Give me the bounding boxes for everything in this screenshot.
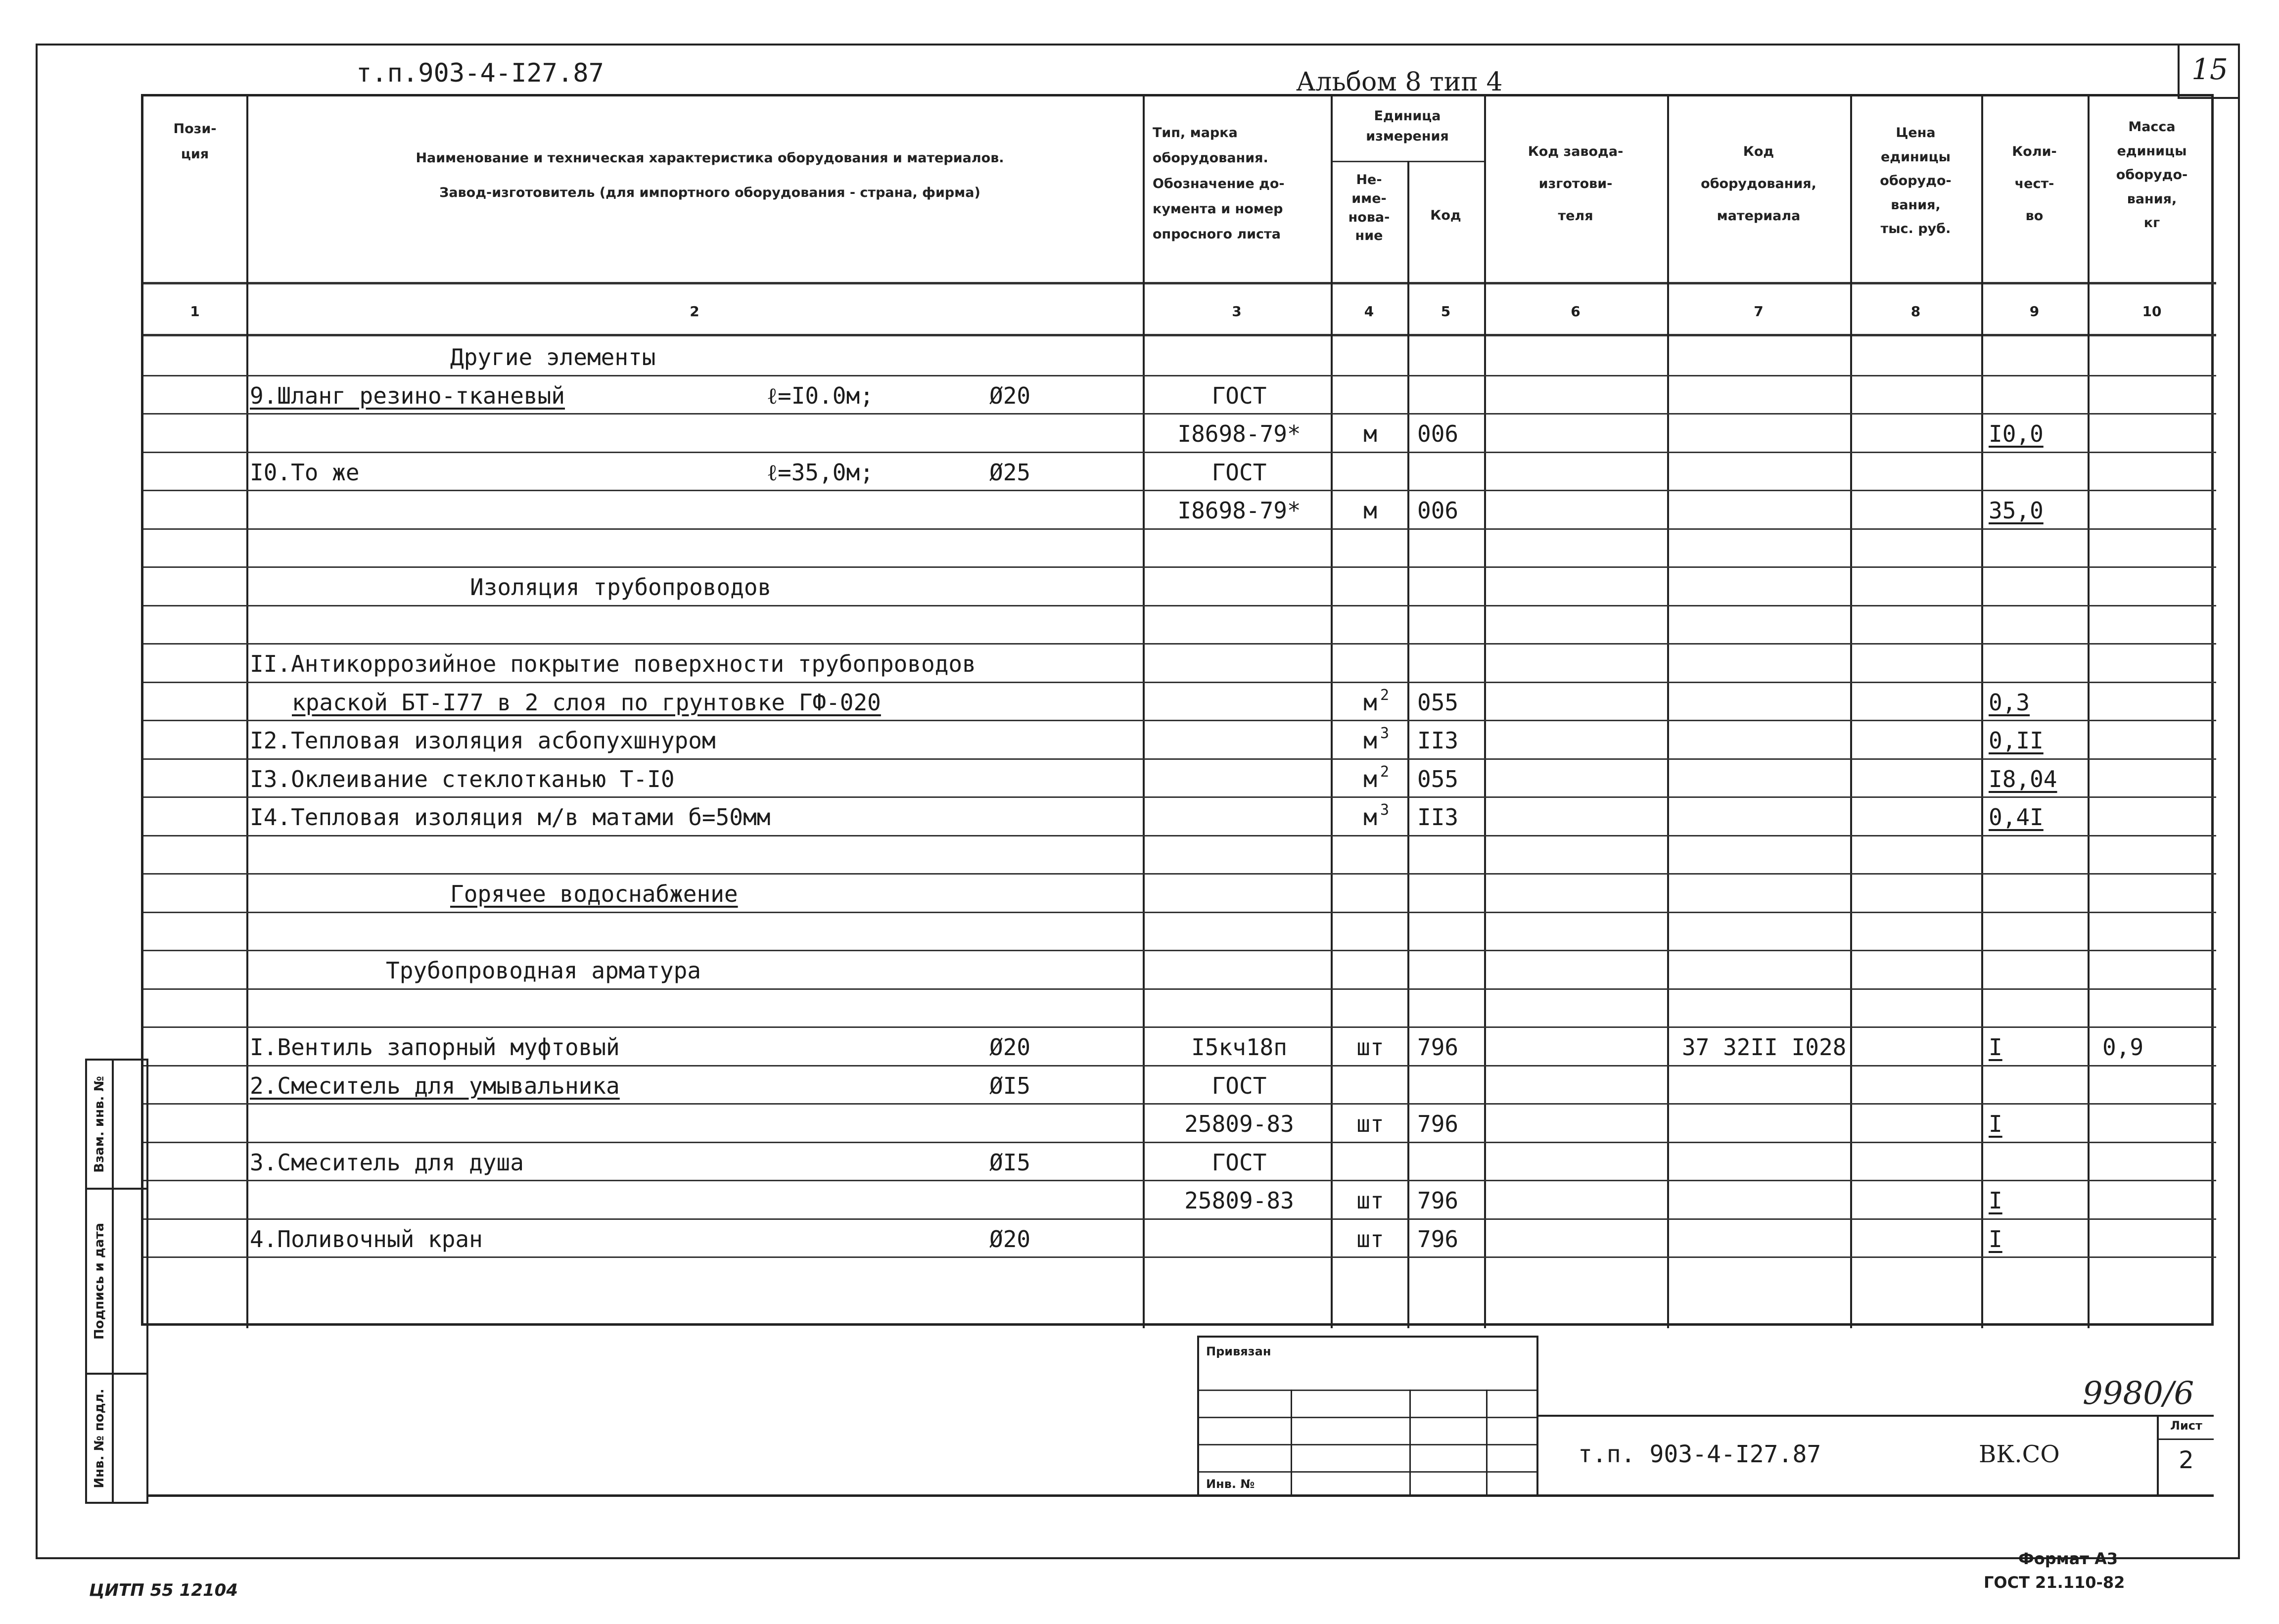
row-line bbox=[143, 720, 2216, 721]
item-unit: шт bbox=[1356, 1225, 1384, 1253]
item-type: ГОСТ bbox=[1211, 1149, 1267, 1176]
attachment-stamp bbox=[1197, 1336, 1538, 1496]
item-quantity: 0,II bbox=[1989, 727, 2044, 754]
item-type: I5кч18п bbox=[1191, 1034, 1287, 1061]
header-rule bbox=[143, 282, 2216, 284]
item-quantity: I bbox=[1989, 1111, 2002, 1137]
column-number-5: 5 bbox=[1441, 303, 1451, 320]
header-unit-name: Не- име- нова- ние bbox=[1348, 172, 1390, 244]
side-stamp-signature bbox=[85, 1188, 148, 1375]
col-line bbox=[246, 96, 248, 1328]
item-diameter: Ø20 bbox=[989, 1225, 1031, 1253]
item-unit-code: 796 bbox=[1417, 1034, 1459, 1061]
item-type: ГОСТ bbox=[1211, 1072, 1267, 1099]
item-type: 25809-83 bbox=[1184, 1111, 1294, 1137]
col-line bbox=[1667, 96, 1669, 1328]
row-line bbox=[143, 452, 2216, 453]
document-reference: т.п.903-4-I27.87 bbox=[356, 58, 604, 88]
item-unit: м bbox=[1363, 497, 1377, 524]
col-line bbox=[1407, 161, 1409, 1328]
header-factory-code: Код завода- изготови- теля bbox=[1528, 144, 1624, 224]
col-line bbox=[1484, 96, 1486, 1328]
header-type: Тип, марка оборудования. Обозначение до- кумента и номер опросного листа bbox=[1153, 125, 1285, 242]
unit-exponent-cell bbox=[1380, 795, 1389, 833]
item-name: 3.Смеситель для душа bbox=[250, 1149, 524, 1176]
item-name: Другие элементы bbox=[450, 344, 656, 371]
sheet-label: Лист bbox=[2159, 1419, 2214, 1440]
item-type: 25809-83 bbox=[1184, 1187, 1294, 1214]
footer-left: ЦИТП 55 12104 bbox=[89, 1580, 238, 1600]
unit-exponent-cell bbox=[1380, 681, 1389, 718]
row-line bbox=[143, 490, 2216, 491]
col-line bbox=[1143, 96, 1145, 1328]
column-number-7: 7 bbox=[1754, 303, 1764, 320]
item-unit: м bbox=[1363, 804, 1377, 831]
row-line bbox=[143, 375, 2216, 376]
row-line bbox=[143, 950, 2216, 951]
item-name: Трубопроводная арматура bbox=[386, 957, 701, 984]
album-label: Альбом 8 тип 4 bbox=[1296, 67, 1503, 97]
sheet-number: 2 bbox=[2179, 1446, 2194, 1474]
item-unit-code: 055 bbox=[1417, 765, 1459, 792]
item-spec: ℓ=I0.0м; bbox=[767, 382, 874, 409]
column-number-9: 9 bbox=[2029, 303, 2040, 320]
column-number-6: 6 bbox=[1571, 303, 1581, 320]
item-unit-code: 796 bbox=[1417, 1225, 1459, 1253]
item-unit: м bbox=[1363, 420, 1377, 447]
row-line bbox=[143, 1180, 2216, 1181]
header-mass: Масса единицы оборудо- вания, кг bbox=[2116, 119, 2188, 231]
attached-label: Привязан bbox=[1206, 1345, 1271, 1358]
row-line bbox=[143, 1065, 2216, 1067]
header-unit-group: Единица измерения bbox=[1366, 108, 1449, 144]
colnum-rule bbox=[143, 334, 2216, 336]
unit-exponent-cell bbox=[1380, 757, 1389, 794]
row-line bbox=[143, 912, 2216, 913]
item-quantity: I bbox=[1989, 1034, 2002, 1061]
item-unit-code: 006 bbox=[1417, 420, 1459, 447]
header-position: Пози- ция bbox=[173, 121, 217, 162]
column-number-4: 4 bbox=[1364, 303, 1374, 320]
unit-exponent-cell bbox=[1380, 719, 1389, 756]
row-line bbox=[143, 566, 2216, 568]
title-stamp bbox=[1536, 1415, 2214, 1497]
item-unit-code: II3 bbox=[1417, 804, 1459, 831]
item-diameter: Ø20 bbox=[989, 1034, 1031, 1061]
item-unit-code: 006 bbox=[1417, 497, 1459, 524]
item-unit: шт bbox=[1356, 1111, 1384, 1137]
item-quantity: I bbox=[1989, 1187, 2002, 1214]
row-line bbox=[143, 682, 2216, 683]
item-name: I2.Тепловая изоляция асбопухшнуром bbox=[250, 727, 716, 754]
item-name: I3.Оклеивание стеклотканью Т-I0 bbox=[250, 765, 675, 792]
unit-exponent: 3 bbox=[1380, 725, 1390, 742]
col-line bbox=[1331, 96, 1333, 1328]
side-label-signature: Подпись и дата bbox=[92, 1222, 107, 1340]
item-unit-code: 055 bbox=[1417, 689, 1459, 716]
item-name: I.Вентиль запорный муфтовый bbox=[250, 1034, 620, 1061]
item-quantity: I8,04 bbox=[1989, 765, 2057, 792]
item-diameter: ØI5 bbox=[989, 1072, 1031, 1099]
item-diameter: Ø20 bbox=[989, 382, 1031, 409]
item-name: 4.Поливочный кран bbox=[250, 1225, 483, 1253]
item-quantity: I bbox=[1989, 1225, 2002, 1253]
item-name: II.Антикоррозийное покрытие поверхности трубопроводов bbox=[250, 650, 976, 677]
side-stamp-inventory bbox=[85, 1373, 148, 1504]
handwritten-number: 9980/6 bbox=[2083, 1375, 2194, 1412]
row-line bbox=[143, 528, 2216, 530]
header-name: Наименование и техническая характеристика оборудования и материалов. Завод-изготовитель (для импортного оборудования - страна, фирма) bbox=[416, 150, 1004, 201]
item-quantity: 35,0 bbox=[1989, 497, 2044, 524]
item-type: ГОСТ bbox=[1211, 459, 1267, 486]
item-mass: 0,9 bbox=[2102, 1034, 2144, 1061]
col-line bbox=[2088, 96, 2090, 1328]
row-line bbox=[143, 1256, 2216, 1258]
item-name: Горячее водоснабжение bbox=[450, 881, 738, 907]
col-line bbox=[1981, 96, 1983, 1328]
unit-exponent: 3 bbox=[1380, 801, 1390, 819]
row-line bbox=[143, 988, 2216, 990]
stamp-doc-code: т.п. 903-4-I27.87 bbox=[1578, 1440, 1821, 1468]
item-diameter: Ø25 bbox=[989, 459, 1031, 486]
item-name: Изоляция трубопроводов bbox=[470, 574, 772, 601]
column-number-1: 1 bbox=[190, 303, 200, 320]
footer-gost: ГОСТ 21.110-82 bbox=[1984, 1573, 2125, 1592]
item-quantity: 0,3 bbox=[1989, 689, 2030, 716]
item-type: I8698-79* bbox=[1177, 420, 1301, 447]
item-diameter: ØI5 bbox=[989, 1149, 1031, 1176]
row-line bbox=[143, 643, 2216, 645]
item-equipment-code: 37 32II I028 bbox=[1682, 1034, 1847, 1061]
unit-exponent: 2 bbox=[1380, 763, 1390, 781]
side-label-inventory: Инв. № подл. bbox=[92, 1388, 107, 1488]
row-line bbox=[143, 413, 2216, 415]
item-name: краской БТ-I77 в 2 слоя по грунтовке ГФ-020 bbox=[292, 689, 881, 716]
item-name: 2.Смеситель для умывальника bbox=[250, 1072, 620, 1099]
row-line bbox=[143, 1218, 2216, 1220]
item-unit: шт bbox=[1356, 1034, 1384, 1061]
item-unit: м bbox=[1363, 727, 1377, 754]
item-unit-code: 796 bbox=[1417, 1111, 1459, 1137]
row-line bbox=[143, 873, 2216, 875]
item-unit: м bbox=[1363, 765, 1377, 792]
header-price: Цена единицы оборудо- вания, тыс. руб. bbox=[1880, 125, 1952, 237]
item-type: I8698-79* bbox=[1177, 497, 1301, 524]
row-line bbox=[143, 605, 2216, 606]
column-number-3: 3 bbox=[1232, 303, 1242, 320]
item-quantity: I0,0 bbox=[1989, 420, 2044, 447]
unit-exponent: 2 bbox=[1380, 686, 1390, 704]
header-quantity: Коли- чест- во bbox=[2012, 144, 2057, 224]
row-line bbox=[143, 835, 2216, 836]
specification-table bbox=[141, 94, 2214, 1326]
item-name: I0.То же bbox=[250, 459, 360, 486]
column-number-10: 10 bbox=[2142, 303, 2162, 320]
item-name: I4.Тепловая изоляция м/в матами б=50мм bbox=[250, 804, 771, 831]
header-equipment-code: Код оборудования, материала bbox=[1701, 144, 1816, 224]
inventory-number-label: Инв. № bbox=[1206, 1477, 1255, 1491]
row-line bbox=[143, 1103, 2216, 1105]
item-unit-code: 796 bbox=[1417, 1187, 1459, 1214]
footer-format: Формат А3 bbox=[2018, 1549, 2118, 1568]
item-name: 9.Шланг резино-тканевый bbox=[250, 382, 565, 409]
row-line bbox=[143, 758, 2216, 760]
row-line bbox=[143, 1026, 2216, 1028]
stamp-mark: ВК.СО bbox=[1979, 1440, 2060, 1468]
sheet-cell bbox=[2157, 1417, 2214, 1497]
item-quantity: 0,4I bbox=[1989, 804, 2044, 831]
item-type: ГОСТ bbox=[1211, 382, 1267, 409]
side-label-replacement: Взам. инв. № bbox=[92, 1075, 107, 1173]
header-unit-code: Код bbox=[1430, 208, 1461, 223]
item-unit: м bbox=[1363, 689, 1377, 716]
item-unit: шт bbox=[1356, 1187, 1384, 1214]
item-unit-code: II3 bbox=[1417, 727, 1459, 754]
row-line bbox=[143, 1142, 2216, 1143]
row-line bbox=[143, 796, 2216, 798]
column-number-8: 8 bbox=[1910, 303, 1921, 320]
col-line bbox=[1850, 96, 1852, 1328]
column-number-2: 2 bbox=[690, 303, 699, 320]
corner-sheet-number: 15 bbox=[2178, 44, 2240, 99]
item-spec: ℓ=35,0м; bbox=[767, 459, 874, 486]
side-stamp-replacement bbox=[85, 1059, 148, 1190]
